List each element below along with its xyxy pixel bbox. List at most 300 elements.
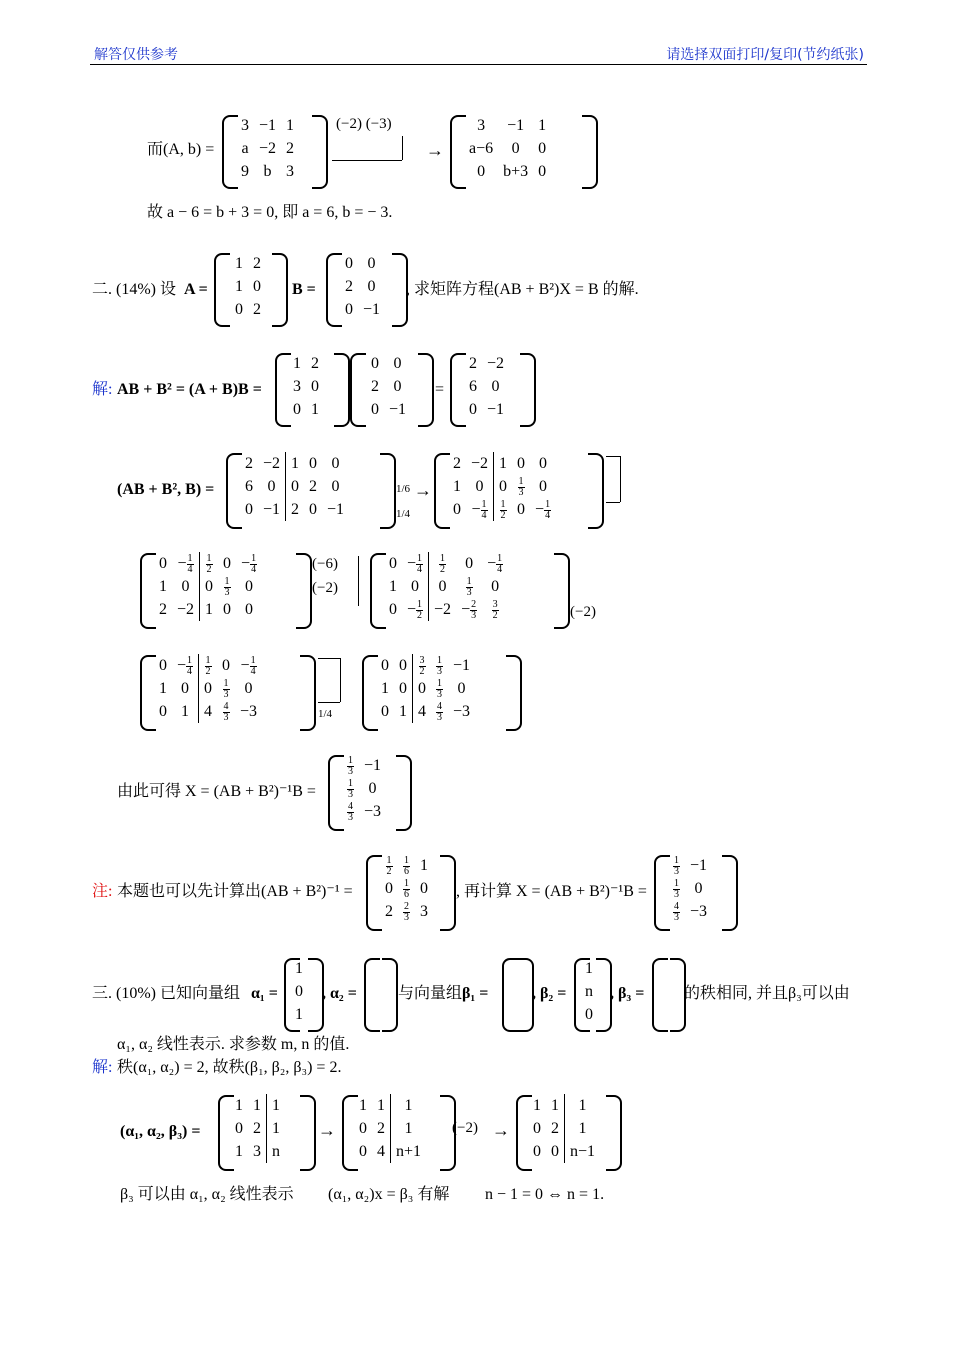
matrix-row bbox=[340, 298, 385, 321]
matrix-row bbox=[380, 900, 433, 923]
matrix-cell: 1 bbox=[494, 452, 513, 475]
matrix-cell: b+3 bbox=[503, 163, 529, 180]
matrix-cell: a−6 bbox=[469, 140, 494, 157]
matrix-row bbox=[658, 980, 668, 1003]
matrix-row bbox=[370, 1003, 380, 1026]
matrix-cell: 0 bbox=[381, 703, 389, 720]
matrix-cell: 0 bbox=[309, 455, 318, 472]
matrix-cell: 0 bbox=[413, 677, 432, 700]
matrix-cell: 1 bbox=[235, 255, 243, 272]
matrix-row bbox=[240, 475, 349, 498]
matrix-product bbox=[464, 352, 509, 421]
matrix-b bbox=[366, 352, 411, 421]
matrix-cell: 0 bbox=[453, 501, 461, 518]
matrix-row bbox=[658, 1003, 668, 1026]
q3-b3-label: , β₃ = bbox=[610, 985, 645, 1002]
matrix-cell: 1 bbox=[253, 1097, 261, 1114]
matrix-cell: 0 bbox=[381, 657, 389, 674]
matrix-cell: n+1 bbox=[391, 1140, 427, 1163]
bracket bbox=[350, 353, 366, 427]
q3-tail: 的秩相同, 并且β₃可以由 bbox=[684, 985, 850, 1002]
matrix-cell: 0 bbox=[411, 578, 420, 595]
bracket bbox=[272, 253, 288, 327]
matrix-cell: n bbox=[267, 1140, 286, 1163]
matrix-cell: 0 bbox=[475, 478, 484, 495]
matrix-cell: 0 bbox=[345, 301, 353, 318]
matrix-cell: 0 bbox=[469, 401, 477, 418]
matrix-step4-left bbox=[154, 654, 262, 723]
matrix-cell: 2 bbox=[159, 601, 167, 618]
op-line bbox=[318, 658, 340, 659]
swap-line bbox=[606, 456, 620, 457]
final-3: n − 1 = 0 ⇔ n = 1. bbox=[485, 1186, 605, 1203]
matrix-row bbox=[240, 452, 349, 475]
matrix-cell: 2 bbox=[286, 498, 305, 521]
matrix-row bbox=[230, 298, 266, 321]
matrix-row bbox=[384, 575, 508, 598]
matrix-cell: n bbox=[585, 983, 593, 1000]
matrix-row bbox=[376, 700, 475, 723]
matrix-cell: $\frac{1}{3}$ bbox=[466, 575, 472, 598]
matrix-cell: 0 bbox=[494, 475, 513, 498]
matrix-row bbox=[290, 957, 308, 980]
matrix-row bbox=[528, 1140, 600, 1163]
matrix-cell: −2 bbox=[177, 601, 195, 618]
matrix-row bbox=[366, 398, 411, 421]
matrix-cell: 1 bbox=[235, 278, 243, 295]
matrix-cell: 1 bbox=[235, 1143, 243, 1160]
matrix-cell: 6 bbox=[245, 478, 253, 495]
matrix-cell: 3 bbox=[286, 163, 295, 180]
matrix-cell: − $\frac{1}{4}$ bbox=[241, 552, 257, 575]
matrix-row bbox=[508, 980, 518, 1003]
matrix-cell: $\frac{4}{3}$ bbox=[437, 700, 442, 723]
matrix-row bbox=[342, 800, 386, 823]
matrix-row bbox=[236, 137, 299, 160]
matrix-cell: 0 bbox=[311, 378, 319, 395]
matrix-row bbox=[448, 452, 556, 475]
matrix-cell: 0 bbox=[511, 140, 520, 157]
matrix-cell: − $\frac{1}{4}$ bbox=[487, 552, 503, 575]
matrix-cell: 0 bbox=[385, 880, 393, 897]
matrix-cell: −2 bbox=[263, 455, 281, 472]
matrix-cell: −2 bbox=[429, 598, 457, 621]
matrix-cell: 1 bbox=[286, 452, 305, 475]
q3-b1-label: β₁ = bbox=[462, 985, 489, 1002]
matrix-cell: 1 bbox=[585, 960, 593, 977]
matrix-reduced bbox=[464, 114, 551, 183]
matrix-cell: 1 bbox=[399, 703, 407, 720]
arrow-icon: → bbox=[426, 140, 444, 160]
matrix-cell: 2 bbox=[371, 378, 379, 395]
matrix-cell: $\frac{3}{2}$ bbox=[413, 654, 432, 677]
matrix-cell: 0 bbox=[295, 983, 303, 1000]
matrix-cell: 0 bbox=[359, 1120, 367, 1137]
matrix-cell: 0 bbox=[399, 657, 407, 674]
q3-a1-label: α₁ = bbox=[251, 985, 278, 1002]
vector-alpha2 bbox=[370, 957, 380, 1026]
matrix-cell: 0 bbox=[393, 378, 402, 395]
matrix-row bbox=[340, 275, 385, 298]
matrix-cell: 0 bbox=[181, 578, 190, 595]
matrix-s3-2 bbox=[354, 1094, 426, 1163]
matrix-cell: 1 bbox=[295, 1006, 303, 1023]
matrix-cell: 0 bbox=[399, 680, 407, 697]
matrix-cell: 2 bbox=[469, 355, 477, 372]
matrix-cell: 1 bbox=[420, 857, 428, 874]
matrix-cell: $\frac{1}{3}$ bbox=[348, 777, 353, 800]
arrow-icon: → bbox=[492, 1120, 510, 1140]
matrix-row bbox=[236, 160, 299, 183]
op-minus2: (−2) bbox=[312, 580, 338, 596]
matrix-cell bbox=[658, 957, 668, 980]
bracket bbox=[396, 755, 412, 831]
matrix-B bbox=[340, 252, 385, 321]
bracket bbox=[520, 353, 536, 427]
q2-label: 二. (14%) 设 bbox=[92, 281, 176, 298]
matrix-row bbox=[464, 114, 551, 137]
matrix-cell: 0 bbox=[253, 278, 261, 295]
matrix-cell: 1 bbox=[293, 355, 301, 372]
matrix-cell bbox=[508, 957, 518, 980]
swap-line bbox=[620, 456, 621, 502]
matrix-row bbox=[342, 754, 386, 777]
q2-B-label: B = bbox=[292, 281, 316, 298]
matrix-step3-left bbox=[154, 552, 262, 621]
matrix-cell: 0 bbox=[371, 355, 379, 372]
matrix-cell: 0 bbox=[517, 455, 526, 472]
bracket bbox=[722, 855, 738, 931]
matrix-cell: $\frac{3}{2}$ bbox=[492, 598, 498, 621]
sol2-eq2: = bbox=[435, 381, 445, 398]
matrix-step3-right bbox=[384, 552, 508, 621]
inverse-matrix bbox=[380, 854, 433, 923]
matrix-cell bbox=[508, 1003, 518, 1026]
matrix-row bbox=[448, 475, 556, 498]
matrix-cell: − $\frac{2}{3}$ bbox=[461, 598, 477, 621]
matrix-cell: a bbox=[241, 140, 249, 157]
matrix-row bbox=[354, 1140, 426, 1163]
row-ops: (−2) (−3) bbox=[336, 116, 392, 132]
bracket bbox=[506, 655, 522, 731]
p1-conclusion: 故 a − 6 = b + 3 = 0, 即 a = 6, b = − 3. bbox=[147, 204, 393, 221]
matrix-row bbox=[230, 275, 266, 298]
matrix-row bbox=[288, 375, 324, 398]
matrix-cell: 1 bbox=[377, 1097, 385, 1114]
matrix-cell: 3 bbox=[241, 117, 249, 134]
matrix-cell: 0 bbox=[245, 578, 254, 595]
matrix-row bbox=[370, 980, 380, 1003]
matrix-cell: 3 bbox=[253, 1143, 261, 1160]
matrix-cell: $\frac{1}{3}$ bbox=[674, 877, 679, 900]
matrix-cell: 2 bbox=[286, 140, 295, 157]
matrix-cell: $\frac{1}{2}$ bbox=[386, 854, 392, 877]
matrix-cell: $\frac{1}{2}$ bbox=[199, 654, 218, 677]
op-1-4: 1/4 bbox=[396, 508, 411, 520]
matrix-cell: −3 bbox=[453, 703, 471, 720]
matrix-cell: 0 bbox=[345, 255, 353, 272]
matrix-row bbox=[230, 252, 266, 275]
matrix-cell: $\frac{1}{3}$ bbox=[518, 475, 524, 498]
matrix-cell: 1 bbox=[311, 401, 319, 418]
matrix-row bbox=[154, 700, 262, 723]
note-result-matrix bbox=[668, 854, 712, 923]
matrix-row bbox=[464, 137, 551, 160]
matrix-cell: − $\frac{1}{4}$ bbox=[407, 552, 423, 575]
matrix-row bbox=[464, 352, 509, 375]
matrix-cell: $\frac{2}{3}$ bbox=[404, 900, 409, 923]
matrix-row bbox=[384, 552, 508, 575]
matrix-cell: 0 bbox=[199, 677, 218, 700]
matrix-row bbox=[240, 498, 349, 521]
matrix-row bbox=[230, 1094, 285, 1117]
matrix-row bbox=[384, 598, 508, 621]
matrix-cell: 1 bbox=[159, 578, 167, 595]
matrix-cell: 0 bbox=[331, 478, 340, 495]
note-text2: , 再计算 X = (AB + B²)⁻¹B = bbox=[456, 883, 647, 900]
matrix-cell: − $\frac{1}{4}$ bbox=[177, 552, 193, 575]
header-rule bbox=[90, 64, 867, 65]
matrix-cell: −3 bbox=[364, 803, 382, 820]
matrix-cell: −2 bbox=[259, 140, 277, 157]
sol2-label: 解: bbox=[92, 381, 113, 398]
bracket bbox=[440, 855, 456, 931]
matrix-cell: 2 bbox=[377, 1120, 385, 1137]
matrix-cell: $\frac{1}{3}$ bbox=[224, 575, 230, 598]
matrix-row bbox=[668, 877, 712, 900]
matrix-cell: 0 bbox=[491, 378, 500, 395]
matrix-cell: 0 bbox=[368, 780, 377, 797]
matrix-cell: $\frac{1}{6}$ bbox=[404, 877, 409, 900]
header-left: 解答仅供参考 bbox=[94, 47, 178, 63]
matrix-cell: 0 bbox=[420, 880, 428, 897]
matrix-cell: 2 bbox=[253, 301, 261, 318]
bracket bbox=[334, 353, 350, 427]
bracket bbox=[418, 353, 434, 427]
matrix-cell: − $\frac{1}{4}$ bbox=[535, 498, 551, 521]
matrix-cell: 1 bbox=[295, 960, 303, 977]
matrix-cell: 0 bbox=[389, 601, 397, 618]
matrix-cell: $\frac{1}{2}$ bbox=[200, 552, 219, 575]
matrix-cell: b bbox=[263, 163, 272, 180]
bracket bbox=[588, 453, 604, 529]
vector-alpha1 bbox=[290, 957, 308, 1026]
aug-label: (AB + B², B) = bbox=[117, 481, 215, 498]
bracket bbox=[312, 115, 328, 189]
bracket bbox=[296, 553, 312, 629]
vector-beta3 bbox=[658, 957, 668, 1026]
op-quarter: 1/4 bbox=[318, 708, 333, 720]
matrix-cell: 0 bbox=[235, 301, 243, 318]
matrix-cell: 2 bbox=[385, 903, 393, 920]
matrix-row bbox=[528, 1094, 600, 1117]
matrix-cell: −1 bbox=[327, 501, 345, 518]
matrix-cell bbox=[370, 957, 380, 980]
matrix-row bbox=[290, 1003, 308, 1026]
matrix-row bbox=[448, 498, 556, 521]
matrix-row bbox=[230, 1140, 285, 1163]
matrix-cell: $\frac{1}{2}$ bbox=[429, 552, 457, 575]
matrix-cell: 4 bbox=[199, 700, 218, 723]
matrix-row bbox=[668, 900, 712, 923]
swap-line bbox=[606, 502, 620, 503]
final-2: (α₁, α₂)x = β₃ 有解 bbox=[328, 1186, 450, 1203]
matrix-cell: 0 bbox=[367, 255, 376, 272]
matrix-cell: 0 bbox=[393, 355, 402, 372]
op-minus6: (−6) bbox=[312, 556, 338, 572]
op-line bbox=[340, 658, 341, 702]
matrix-cell: 0 bbox=[538, 140, 547, 157]
matrix-cell: 0 bbox=[371, 401, 379, 418]
matrix-row bbox=[154, 598, 262, 621]
matrix-cell: 1 bbox=[565, 1094, 601, 1117]
matrix-cell bbox=[370, 1003, 380, 1026]
sol2-eq: AB + B² = (A + B)B = bbox=[117, 381, 262, 398]
matrix-cell: − $\frac{1}{4}$ bbox=[471, 498, 487, 521]
matrix-cell: 0 bbox=[477, 163, 486, 180]
matrix-row bbox=[508, 1003, 518, 1026]
sol3-label: 解: bbox=[92, 1059, 113, 1076]
matrix-cell: $\frac{1}{3}$ bbox=[223, 677, 229, 700]
matrix-step4-right bbox=[376, 654, 475, 723]
matrix-cell: −1 bbox=[487, 401, 505, 418]
arrow-icon: → bbox=[414, 480, 432, 500]
matrix-row bbox=[658, 957, 668, 980]
op-line bbox=[358, 556, 359, 606]
q2-A-label: A = bbox=[184, 281, 208, 298]
matrix-row bbox=[376, 654, 475, 677]
matrix-cell: 0 bbox=[551, 1143, 559, 1160]
matrix-cell: 0 bbox=[286, 475, 305, 498]
bracket bbox=[214, 253, 230, 327]
matrix-cell: $\frac{1}{3}$ bbox=[437, 677, 442, 700]
matrix-row bbox=[668, 854, 712, 877]
header-right: 请选择双面打印/复印(节约纸张) bbox=[666, 47, 864, 63]
matrix-cell: −2 bbox=[487, 355, 505, 372]
matrix-cell: 3 bbox=[477, 117, 486, 134]
matrix-row bbox=[464, 375, 509, 398]
op-minus2-s3: (−2) bbox=[452, 1120, 478, 1136]
augmented-matrix-2 bbox=[448, 452, 556, 521]
matrix-cell: −1 bbox=[364, 757, 382, 774]
op-minus2-right: (−2) bbox=[570, 604, 596, 620]
matrix-ab bbox=[236, 114, 299, 183]
matrix-cell: 6 bbox=[469, 378, 477, 395]
matrix-cell: −2 bbox=[471, 455, 489, 472]
matrix-cell bbox=[508, 980, 518, 1003]
matrix-cell: 0 bbox=[293, 401, 301, 418]
matrix-row bbox=[354, 1117, 426, 1140]
matrix-cell: 0 bbox=[331, 455, 340, 472]
bracket bbox=[300, 1095, 316, 1171]
matrix-cell: 1 bbox=[181, 703, 190, 720]
matrix-row bbox=[376, 677, 475, 700]
matrix-row bbox=[154, 575, 262, 598]
sol3-aug-label: (α₁, α₂, β₃) = bbox=[120, 1123, 201, 1140]
matrix-A bbox=[230, 252, 266, 321]
op-1-6: 1/6 bbox=[396, 483, 411, 495]
matrix-row bbox=[380, 877, 433, 900]
matrix-row bbox=[354, 1094, 426, 1117]
matrix-cell: 0 bbox=[245, 601, 254, 618]
matrix-row bbox=[230, 1117, 285, 1140]
matrix-cell: 0 bbox=[309, 501, 318, 518]
matrix-row bbox=[154, 654, 262, 677]
p1-lhs: 而(A, b) = bbox=[147, 141, 215, 158]
matrix-row bbox=[366, 352, 411, 375]
matrix-row bbox=[154, 552, 262, 575]
matrix-row bbox=[288, 398, 324, 421]
matrix-row bbox=[508, 957, 518, 980]
matrix-row bbox=[380, 854, 433, 877]
matrix-cell: −1 bbox=[259, 117, 277, 134]
matrix-cell: −1 bbox=[263, 501, 281, 518]
matrix-cell: 1 bbox=[159, 680, 167, 697]
matrix-cell: − $\frac{1}{4}$ bbox=[240, 654, 256, 677]
matrix-cell: 9 bbox=[241, 163, 249, 180]
result-matrix bbox=[342, 754, 386, 823]
matrix-cell: 1 bbox=[453, 478, 461, 495]
matrix-cell: 0 bbox=[539, 455, 548, 472]
matrix-cell: − $\frac{1}{4}$ bbox=[177, 654, 193, 677]
bracket bbox=[582, 115, 598, 189]
q3-b2-label: , β₂ = bbox=[532, 985, 567, 1002]
bracket bbox=[380, 453, 396, 529]
matrix-cell: 3 bbox=[293, 378, 301, 395]
matrix-cell: 0 bbox=[223, 555, 232, 572]
matrix-cell: 0 bbox=[457, 680, 466, 697]
matrix-row bbox=[340, 252, 385, 275]
matrix-cell: 2 bbox=[309, 478, 318, 495]
q3-mid: 与向量组 bbox=[398, 985, 463, 1002]
matrix-cell: 4 bbox=[377, 1143, 385, 1160]
matrix-cell: $\frac{1}{3}$ bbox=[348, 754, 353, 777]
matrix-cell: 2 bbox=[253, 1120, 261, 1137]
matrix-cell: 1 bbox=[565, 1117, 601, 1140]
matrix-row bbox=[464, 398, 509, 421]
matrix-cell: 1 bbox=[267, 1094, 286, 1117]
matrix-row bbox=[288, 352, 324, 375]
matrix-s3-1 bbox=[230, 1094, 285, 1163]
matrix-cell: n−1 bbox=[565, 1140, 601, 1163]
matrix-cell: −3 bbox=[240, 703, 258, 720]
bracket bbox=[606, 1095, 622, 1171]
matrix-cell: 0 bbox=[200, 575, 219, 598]
matrix-cell: 3 bbox=[420, 903, 428, 920]
matrix-cell: 0 bbox=[223, 601, 232, 618]
matrix-s3-3 bbox=[528, 1094, 600, 1163]
matrix-cell: 0 bbox=[235, 1120, 243, 1137]
matrix-row bbox=[528, 1117, 600, 1140]
matrix-cell: $\frac{1}{2}$ bbox=[494, 498, 513, 521]
matrix-cell: 1 bbox=[389, 578, 397, 595]
note-text1: 本题也可以先计算出(AB + B²)⁻¹ = bbox=[117, 883, 353, 900]
matrix-cell: 0 bbox=[694, 880, 703, 897]
matrix-cell: 1 bbox=[286, 117, 295, 134]
matrix-cell: 1 bbox=[391, 1117, 427, 1140]
matrix-cell: $\frac{1}{3}$ bbox=[437, 654, 442, 677]
matrix-cell: 2 bbox=[551, 1120, 559, 1137]
matrix-row bbox=[370, 957, 380, 980]
matrix-cell: $\frac{4}{3}$ bbox=[223, 700, 229, 723]
matrix-row bbox=[342, 777, 386, 800]
matrix-cell: 1 bbox=[235, 1097, 243, 1114]
matrix-cell bbox=[658, 1003, 668, 1026]
matrix-cell: 0 bbox=[533, 1120, 541, 1137]
augmented-matrix-1 bbox=[240, 452, 349, 521]
matrix-row bbox=[236, 114, 299, 137]
matrix-row bbox=[290, 980, 308, 1003]
